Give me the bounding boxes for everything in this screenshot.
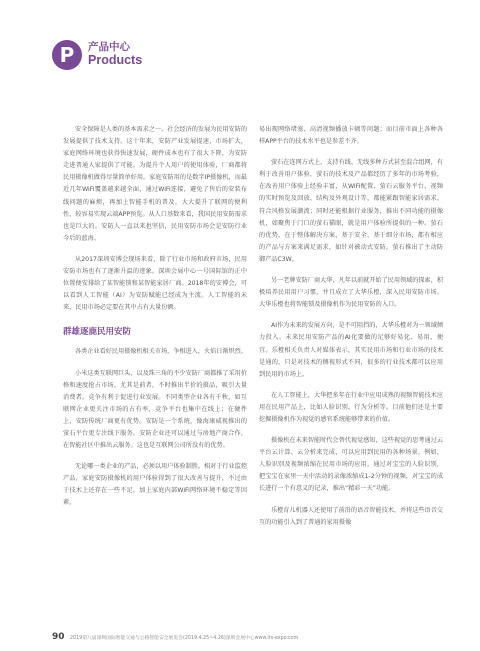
paragraph: 易出现网络堵塞、高清视频播放卡顿等问题；而目前市面上各种各样APP平台的技术水平也是参差不齐。 (259, 126, 443, 146)
paragraph: 安全保障是人类的基本需求之一。社会经济的发展为民用安防的发展提供了技术支持。这十年来，安防产业发展提速，市场扩大，家庭网络环境也获得快速发展，硬件成本也有了很大下降，为安防走进普通人家提供了可能。为提升个人用户的使用体验，厂商都将民用摄像机做得尽量简单好用。家庭安防用的是数字IP摄像机，而最近几年WiFi覆盖越来越全面，通过WiFi连接，避免了售后的安装布线问题的麻烦，再加上智能手机的普及，大大提升了联网的便利性，较容易实现云端APP预览。从人口基数来看，我国民用安防需求也是巨大的。安防人一直以来也坚信，民用安防市场会是安防行业今后的蓝海。 (63, 126, 247, 242)
section-title-en: Products (88, 53, 143, 67)
paragraph: 各类企业看好民用摄像机相关市场，争相进入，火焰日渐炽烈。 (75, 348, 247, 356)
paragraph: 萤石在连网方式上，支持有线、无线多种方式甚至混合组网，有利于改善用户体验，萤石的技术及产品都经历了多年的市场考验，在改善用户体验上经验丰富，从WiFi配置、萤石云服务平台、视频的实时预览及回放、结构及外观设计等，都能紧跟智能家居需求。符合风格发展潮流；同时还能根据行业服务，推出不同功能的摄像机，如聚焦于门口的萤石猫眼，就是用户体验所提供的一种。萤石的优势，在于整体解决方案，基于安全、基于细分市场，都有相应的产品与方案来满足需求，如针对被动式安防，萤石推出了主动防御产品C3W。 (259, 159, 443, 263)
paragraph: 另一老牌安防厂商大华，凡年以前就开始了民用领域的探索，积极培养民用用户习惯，并且成立了大华乐橙，深入民用安防市场。大华乐橙也将智能锁及摄像机作为民用安防的入口。 (259, 277, 443, 309)
paragraph: AI作为未来的发展方向，是不可阻挡的，大华乐橙对为一领域倾力投入。未来民用安防产品的AI化要做的足够好易化、易用、便宜。乐橙相关负责人对媒体表示，其实民用市场和行业市场的技术是通的，只是对技术的侧视形式不同，很多的行业技术都可以应用到民用的市场上。 (259, 322, 443, 378)
page-footer (52, 632, 432, 644)
section-title-cn: 产品中心 (88, 41, 130, 53)
paragraph: 在人工智能上，大华把多年在行业中应用成熟的视频智能技术应用在民用产品上，比如人脸识别、行为分析等。目前他们还是主要挖掘摄像机作为视觉的感官系统能够带来的价值。 (259, 391, 443, 423)
footer-text: 2019第八届深圳国际智能交通与公路智能安全展览会(2019.4.25~4.26)深圳会展中心www.its-expo.com (70, 636, 299, 641)
paragraph: 无论哪一类企业的产品，必须以用户体验制胜。相对于行业监控产品，家庭安防摄像机的用户体验得到了很大改善与提升，不过由于技术上还存在一些不足，加上家庭内部WiFi网络环境不稳定等因素， (63, 463, 247, 507)
paragraph: 摄像机在未来智能时代会替代视觉感知，这些视觉的思考通过云平台云计算、云分析来完成，可以应用到民用的各种场景。例如，人脸识别及视频浓缩在民用市场的应用，通过对宝宝的人脸识别，把宝宝在家里一天中活动的录像浓缩成1-2分钟的视频，对宝宝的成长进行一个有意义的记录，推出“精彩一天”功能。 (259, 437, 443, 493)
page-number: 90 (52, 632, 65, 642)
paragraph: 从2017深圳安博会现场来看，除了行业市场和政府市场，民用安防市场也有了逐渐升温的迹象。深圳会展中心一号国际馆的正中位置便安排给了某智能锁和某智能家居厂商。2018年的安博会，可以看到人工智能（AI）为安防赋能已经成为主流。人工智能的未来，民用市场必定要在其中占有大量份额。 (63, 255, 247, 312)
products-p-icon: P (52, 40, 82, 70)
paragraph: 小米这类互联网巨头，以及珠三角的不少安防厂商都推了采用价格和速度抢占市场，尤其是前者，不时推出半价的摄品，吸引大量消费者。竞争有利于促进行业发展。不同类型企业各有千秋，如互联网企业更关注市场的占有率，竞争平台也集中在线上；在硬件上，安防传统厂商更有优势。安防是一个系统，像海康威视推出的萤石平台更专注线下服务。安防企业还可以通过与房地产商合作，在智能社区中推出云服务。这也是互联网公司所没有的优势。 (63, 369, 247, 450)
article-subheading: 群雄逐鹿民用安防 (63, 327, 132, 338)
right-column (259, 124, 443, 538)
paragraph: 乐橙育儿机器人还使用了前沿的语音智能技术，并将这些语音交互的功能引入到了普通的家用摄像 (259, 506, 443, 526)
left-column (63, 124, 247, 519)
